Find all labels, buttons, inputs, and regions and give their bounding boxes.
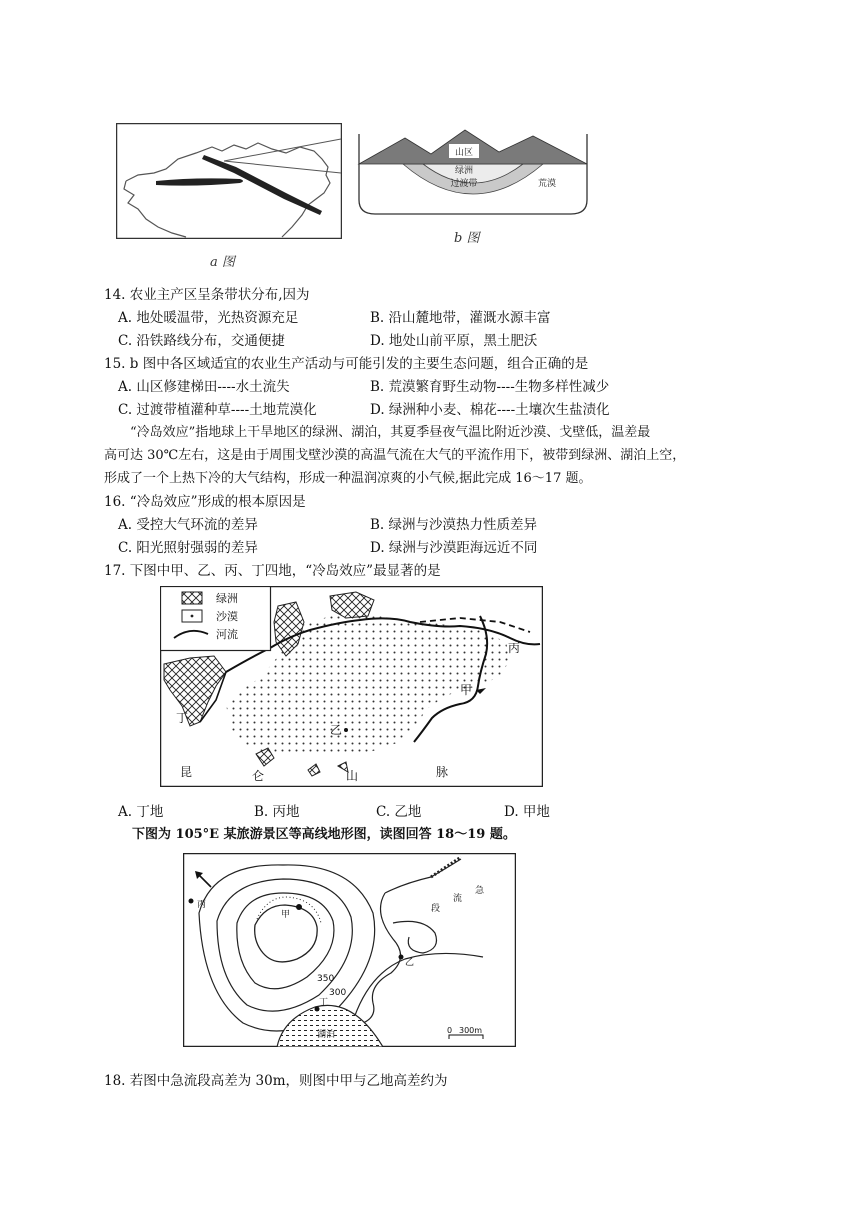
legend-desert: 沙漠 (216, 610, 238, 623)
q17-stem: 17. 下图中甲、乙、丙、丁四地，“冷岛效应”最显著的是 (104, 563, 441, 579)
q14-option-d: D. 地处山前平原，黑土肥沃 (370, 333, 538, 349)
q17-option-d: D. 甲地 (504, 804, 550, 820)
q17-option-a: A. 丁地 (118, 804, 164, 820)
label-desert: 荒漠 (537, 179, 557, 189)
contour-350: 350 (317, 974, 335, 984)
q14-option-a: A. 地处暖温带，光热资源充足 (118, 310, 299, 326)
figure-a-caption: a 图 (210, 255, 235, 270)
q16-option-d: D. 绿洲与沙漠距海远近不同 (370, 540, 538, 556)
q14-option-c: C. 沿铁路线分布，交通便捷 (118, 333, 285, 349)
place-ding: 丁 (176, 711, 189, 725)
figure-contour-map (183, 853, 516, 1047)
q16-option-b: B. 绿洲与沙漠热力性质差异 (370, 517, 538, 533)
q14-stem: 14. 农业主产区呈条带状分布,因为 (104, 287, 310, 303)
label-mountain: 山区 (454, 148, 474, 158)
mountain-char-4: 脉 (436, 765, 449, 779)
mountain-char-1: 昆 (180, 765, 193, 779)
q15-stem: 15. b 图中各区域适宜的农业生产活动与可能引发的主要生态问题，组合正确的是 (104, 356, 589, 372)
label-transition: 过渡带 (450, 179, 478, 189)
place-yi: 乙 (330, 723, 343, 737)
rapids-char-1: 急 (475, 886, 485, 896)
place-jia: 甲 (460, 683, 473, 697)
figure-desert-map (160, 586, 543, 787)
q16-option-c: C. 阳光照射强弱的差异 (118, 540, 258, 556)
figure-b-diagram (357, 128, 589, 216)
rapids-char-3: 段 (431, 904, 441, 914)
scale-distance: 300m (459, 1026, 483, 1035)
legend-river: 河流 (216, 628, 238, 641)
mountain-char-3: 山 (346, 769, 359, 783)
q15-option-c: C. 过渡带植灌种草----土地荒漠化 (118, 402, 317, 418)
q15-option-d: D. 绿洲种小麦、棉花----土壤次生盐渍化 (370, 402, 610, 418)
place-ding-contour: 丁 (319, 998, 329, 1008)
q16-stem: 16. “冷岛效应”形成的根本原因是 (104, 494, 306, 510)
place-bing: 丙 (508, 641, 521, 655)
q16-option-a: A. 受控大气环流的差异 (118, 517, 258, 533)
place-yi-contour: 乙 (405, 958, 415, 968)
legend-oasis: 绿洲 (216, 592, 238, 605)
place-bing-contour: 丙 (197, 900, 207, 910)
q14-option-b: B. 沿山麓地带，灌溉水源丰富 (370, 310, 551, 326)
lake-label: 湖泊 (317, 1030, 336, 1040)
q17-option-c: C. 乙地 (376, 804, 422, 820)
q15-option-a: A. 山区修建梯田----水土流失 (118, 379, 290, 395)
figure-b-caption: b 图 (454, 231, 480, 246)
q15-option-b: B. 荒漠繁育野生动物----生物多样性减少 (370, 379, 610, 395)
scale-zero: 0 (447, 1026, 453, 1035)
passage-line-3: 形成了一个上热下冷的大气结构，形成一种温润凉爽的小气候,据此完成 16～17 题。 (104, 471, 592, 486)
label-oasis: 绿洲 (454, 166, 474, 176)
q17-option-b: B. 丙地 (254, 804, 300, 820)
q18-stem: 18. 若图中急流段高差为 30m，则图中甲与乙地高差约为 (104, 1073, 448, 1089)
mountain-char-2: 仑 (252, 769, 265, 783)
contour-300: 300 (329, 988, 347, 998)
passage-line-2: 高可达 30℃左右，这是由于周围戈壁沙漠的高温气流在大气的平流作用下，被带到绿洲、湖泊上空， (104, 448, 686, 463)
passage-line-1: “冷岛效应”指地球上干旱地区的绿洲、湖泊，其夏季昼夜气温比附近沙漠、戈壁低，温差最 (130, 425, 651, 440)
figure-a-map (116, 123, 342, 239)
place-jia-contour: 甲 (281, 910, 291, 920)
intro-18-19: 下图为 105°E 某旅游景区等高线地形图，读图回答 18～19 题。 (132, 827, 516, 842)
rapids-char-2: 流 (453, 894, 463, 904)
